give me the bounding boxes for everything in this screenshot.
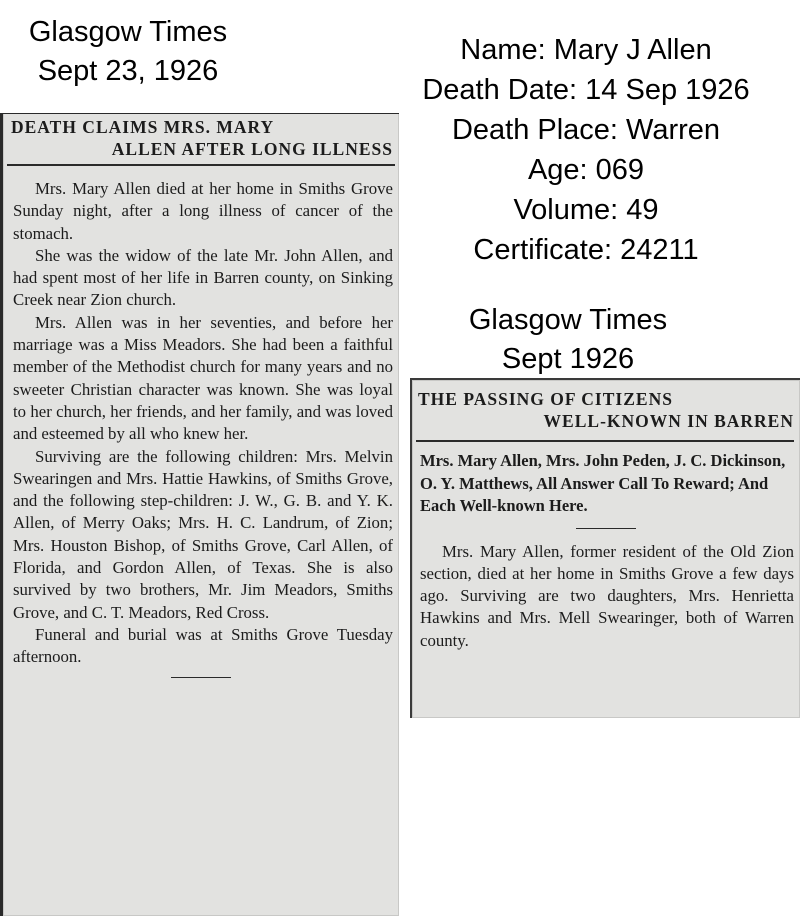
newspaper-clipping-obituary xyxy=(0,113,399,916)
clipping-source-label-2 xyxy=(410,306,726,374)
source-date: Sept 23, 1926 xyxy=(37,55,219,87)
source-paper-name: Glasgow Times xyxy=(468,304,668,336)
clipping-headline xyxy=(412,380,800,436)
paragraph: Surviving are the following children: Mrs. Melvin Swearingen and Mrs. Hattie Hawkins, of Smiths Grove, and the following step-children: J. W., G. B. and Y. K. Allen, of Merry Oaks; Mrs. H. C. Landrum, of Zion; Mrs. Houston Bishop, of Smiths Grove, Carl Allen, of Florida, and Gordon Allen, of Texas. She is also survived by two brothers, Mr. Jim Meadors, Smiths Grove, and C. T. Meadors, Red Cross. xyxy=(13,446,393,622)
end-rule xyxy=(171,677,231,678)
headline-line-2: WELL-KNOWN IN BARREN xyxy=(543,411,794,431)
paragraph: Mrs. Allen was in her seventies, and before her marriage was a Miss Meadors. She had been a faithful member of the Methodist church for many years and no sweeter Christian character was known. She was loyal to her church, her friends, and her family, and was loved and esteemed by all who knew her. xyxy=(13,312,393,444)
paragraph: Mrs. Mary Allen, former resident of the Old Zion section, died at her home in Smiths Grove a few days ago. Surviving are two daughters, Mrs. Henrietta Hawkins and Mrs. Mell Swearinger, both of Warren county. xyxy=(420,541,794,650)
clipping-subhead: Mrs. Mary Allen, Mrs. John Peden, J. C. Dickinson, O. Y. Matthews, All Answer Call To Reward; And Each Well-known Here. xyxy=(420,451,786,515)
record-death-place: Death Place: Warren xyxy=(451,114,721,146)
clipping-source-label-1 xyxy=(0,18,256,86)
clipping-body xyxy=(3,166,399,669)
clipping-headline xyxy=(3,114,399,164)
source-date: Sept 1926 xyxy=(501,343,635,375)
record-volume: Volume: 49 xyxy=(513,194,659,226)
paragraph: Funeral and burial was at Smiths Grove Tuesday afternoon. xyxy=(13,624,393,667)
paragraph: She was the widow of the late Mr. John Allen, and had spent most of her life in Barren county, on Sinking Creek near Zion church. xyxy=(13,245,393,310)
headline-line-1: THE PASSING OF CITIZENS xyxy=(418,389,673,409)
paragraph: Mrs. Mary Allen died at her home in Smiths Grove Sunday night, after a long illness of cancer of the stomach. xyxy=(13,179,393,243)
source-paper-name: Glasgow Times xyxy=(28,16,228,48)
record-name: Name: Mary J Allen xyxy=(460,34,712,66)
newspaper-clipping-passing xyxy=(410,378,800,718)
headline-line-1: DEATH CLAIMS MRS. MARY xyxy=(11,117,275,137)
record-death-date: Death Date: 14 Sep 1926 xyxy=(422,74,750,106)
clipping-body xyxy=(412,529,800,652)
record-certificate: Certificate: 24211 xyxy=(473,234,699,266)
death-record-info xyxy=(386,30,786,270)
record-age: Age: 069 xyxy=(527,154,645,186)
headline-line-2: ALLEN AFTER LONG ILLNESS xyxy=(111,139,393,159)
